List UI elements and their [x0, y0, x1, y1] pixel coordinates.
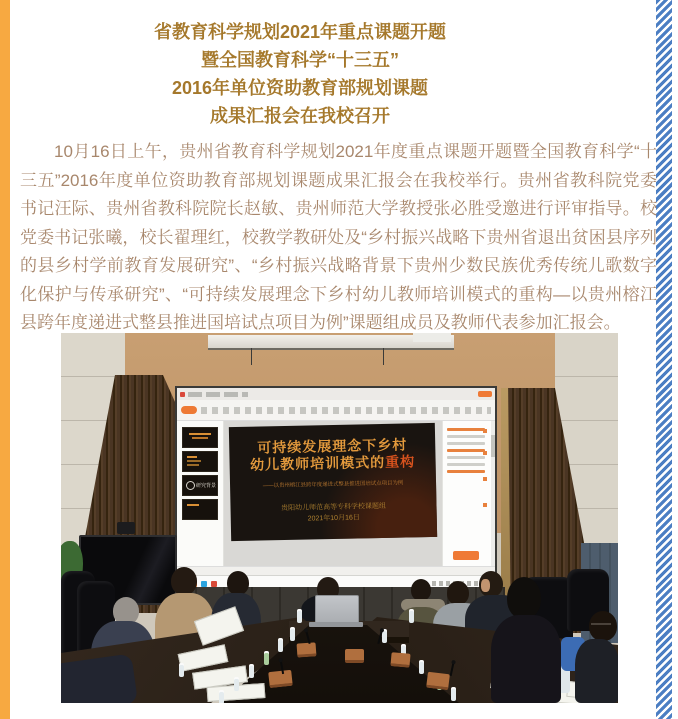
- ptz-camera: [117, 522, 135, 534]
- water-bottle: [297, 611, 302, 623]
- sidebar-orange-button: [453, 551, 479, 560]
- water-bottle: [451, 689, 456, 701]
- meeting-photo: [61, 333, 618, 703]
- water-bottle: [382, 631, 387, 643]
- toolbar-icons: [201, 407, 491, 414]
- water-bottle: [234, 679, 239, 691]
- thumbnail-circle-icon: [186, 481, 195, 490]
- presenter-laptop-screen: [315, 595, 359, 625]
- slide-thumbnail-4: [182, 499, 218, 520]
- tissue-box: [390, 652, 410, 668]
- tissue-box: [268, 670, 293, 688]
- person-glasses-body: [575, 639, 618, 703]
- foreground-shoulder: [61, 653, 138, 703]
- wps-logo-icon: [180, 392, 185, 397]
- water-bottle: [179, 665, 184, 677]
- person-glasses-head: [589, 611, 617, 641]
- water-bottle: [419, 662, 424, 674]
- person-dark-jacket-head: [227, 571, 249, 595]
- slide-org-line: 贵阳幼儿师范高等专科学校课题组: [280, 502, 387, 513]
- water-bottle: [249, 666, 254, 678]
- article-body-paragraph: 10月16日上午，贵州省教育科学规划2021年度重点课题开题暨全国教育科学“十三五”2016年度单位资助教育部规划课题成果汇报会在我校举行。贵州省教科院党委书记汪际、贵州省教科院院长赵敏、贵州师范大学教授张必胜受邀进行评审指导。校党委书记张曦，校长翟理红，校教学教研处及“乡村振兴战略下贵州省退出贫困县序列的县乡村学前教育发展研究”、“乡村振兴战略背景下贵州少数民族优秀传统儿歌数字化保护与传承研究”、“可持续发展理念下乡村幼儿教师培训模式的重构—以贵州榕江县跨年度递进式整县推进国培试点项目为例”课题组成员及教师代表参加汇报会。: [20, 142, 657, 332]
- taskbar-app-icon: [201, 581, 207, 587]
- slide-title-line2-main: 幼儿教师培训模式的: [249, 453, 386, 473]
- tissue-box: [345, 649, 364, 663]
- title-line-4: 成果汇报会在我校召开: [210, 106, 390, 126]
- water-bottle: [264, 653, 269, 665]
- wps-statusbar: [177, 566, 495, 575]
- presentation-slide: [229, 423, 437, 541]
- wps-right-sidebar: [442, 421, 495, 566]
- slide-canvas: [224, 421, 442, 566]
- taskbar-app-icon: [211, 581, 217, 587]
- water-bottle: [409, 611, 414, 623]
- person-long-hair-body: [491, 615, 561, 703]
- title-line-1: 省教育科学规划2021年重点课题开题: [153, 22, 447, 42]
- slide-title-line1: 可持续发展理念下乡村: [257, 436, 408, 456]
- slide-subtitle: ——以贵州榕江县跨年度递进式整县推进国培试点项目为例: [262, 480, 404, 490]
- water-bottle: [219, 692, 224, 703]
- projection-display: [175, 386, 497, 593]
- screen-cord-left: [251, 348, 252, 365]
- presenter-laptop-base: [309, 622, 363, 627]
- screen-cord-right: [383, 348, 384, 365]
- person-tan-top-head: [171, 567, 197, 595]
- title-line-2: 暨全国教育科学“十三五”: [201, 50, 399, 70]
- titlebar-tabs: [188, 392, 248, 397]
- tissue-box: [426, 672, 450, 691]
- projector-screen-bracket: [413, 333, 451, 342]
- article-title: [0, 18, 600, 130]
- slide-thumbnail-1: [182, 427, 218, 448]
- slide-title-line2-accent: 重构: [384, 453, 416, 470]
- tissue-box: [297, 642, 317, 657]
- toolbar-orange-pill: [181, 406, 197, 414]
- person-suit-face: [481, 579, 490, 592]
- titlebar-buttons: [478, 391, 492, 397]
- person-gray-top-head: [447, 581, 469, 605]
- slide-thumbnails-panel: [177, 421, 224, 566]
- water-bottle: [290, 629, 295, 641]
- wps-toolbar: [177, 400, 495, 421]
- person-long-hair-head: [507, 577, 541, 619]
- title-line-3: 2016年单位资助教育部规划课题: [171, 78, 429, 98]
- wps-titlebar: [177, 388, 495, 400]
- sidebar-scrollbar: [491, 421, 495, 566]
- thumbnail-label: 研究背景: [196, 483, 217, 489]
- person-olive-top-head: [411, 579, 431, 601]
- right-stripe-border: [656, 0, 672, 719]
- slide-thumbnail-2: [182, 451, 218, 472]
- glasses-line: [591, 623, 611, 625]
- slide-thumbnail-3: [182, 475, 218, 496]
- slide-title-line2: [229, 453, 435, 474]
- water-bottle: [278, 640, 283, 652]
- slide-date-line: 2021年10月16日: [307, 514, 360, 523]
